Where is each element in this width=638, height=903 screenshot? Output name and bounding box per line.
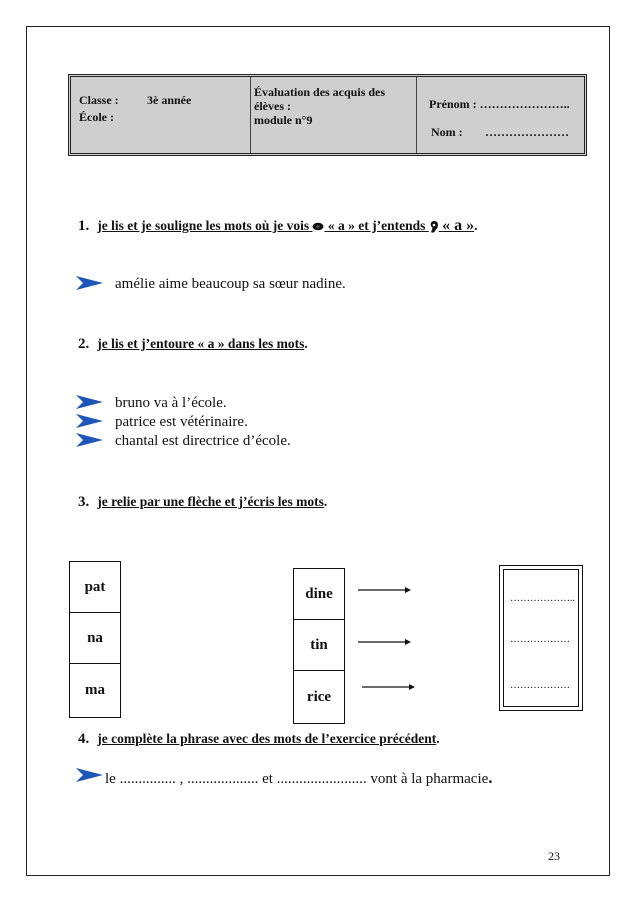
right-syllable-box [293,619,345,671]
arrow-bullet-icon [76,768,104,782]
class-cell [71,77,251,153]
title-line-3: module n°9 [254,113,313,127]
question-3-text: je relie par une flèche et j’écris les mots [97,494,324,509]
title-line-2: élèves : [254,99,291,113]
question-1-text-b: « a » et j’entends [327,218,426,233]
question-4 [78,731,440,748]
answer-dots: ……………… [510,634,570,645]
question-4-text: je complète la phrase avec des mots de l’exercice précédent [97,731,437,746]
question-2 [78,336,308,353]
title-cell [251,77,417,153]
right-syllable: dine [305,585,333,602]
nom-label: Nom : [431,125,463,139]
q2-sentence-line-2 [76,414,248,433]
question-3-end: . [323,494,328,509]
eye-icon [312,222,324,231]
arrow-bullet-icon [76,276,104,290]
right-syllable: tin [310,636,328,653]
arrow-bullet-icon [76,395,104,409]
left-syllable: ma [85,682,105,698]
q4-sentence-part-b: ................... et [187,771,273,787]
question-4-end: . [436,731,440,746]
q1-sentence: amélie aime beaucoup sa sœur nadine. [115,276,346,292]
ecole-label: École : [79,110,114,124]
question-1-text-c: « a » [442,217,475,234]
answer-dots: ……………….. [510,593,575,604]
right-syllable-box [293,670,345,724]
answer-box [499,565,583,711]
left-syllable-box [69,612,121,664]
q4-sentence-part-a: le ............... , [105,771,184,787]
right-syllable: rice [306,688,332,705]
arrow-bullet-icon [76,433,104,447]
question-number: 1. [78,218,90,234]
prenom-field: Prénom : ………………….. [429,97,570,111]
question-number: 3. [78,494,90,510]
question-2-end: . [304,336,308,351]
question-number: 2. [78,336,90,352]
left-syllable: na [87,629,103,646]
right-syllable-box [293,568,345,620]
q2-sentence-2: patrice est vétérinaire. [115,414,248,430]
right-arrow-icon [358,585,413,595]
q1-sentence-line [76,276,346,295]
q2-sentence-line-3 [76,433,291,452]
classe-value: 3è année [147,93,192,107]
left-syllable-box [69,561,121,613]
arrow-bullet-icon [76,414,104,428]
ear-icon [429,220,439,234]
nom-dots: ………………… [485,125,569,139]
q2-sentence-line-1 [76,395,227,414]
page-number: 23 [548,849,560,863]
question-1 [78,217,477,235]
name-cell [417,77,584,153]
classe-label: Classe : [79,93,119,107]
q4-sentence [105,768,493,788]
question-1-end: . [474,218,478,233]
question-3 [78,494,327,511]
question-1-text-a: je lis et je souligne les mots où je vois [97,218,310,233]
q4-sentence-line [76,768,493,787]
answer-dots: ……………… [510,680,570,691]
left-syllable: pat [84,578,106,595]
left-syllable-box [69,663,121,718]
q2-sentence-3: chantal est directrice d’école. [115,433,291,449]
question-2-text: je lis et j’entoure « a » dans les mots [97,336,305,351]
q2-sentence-1: bruno va à l’école. [115,395,227,411]
q4-sentence-part-c: ........................ vont à la pharmacie [276,771,489,787]
right-arrow-icon [358,637,413,647]
question-number: 4. [78,731,90,747]
q4-sentence-end: . [488,768,493,787]
header-table [68,74,587,156]
title-line-1: Évaluation des acquis des [254,85,386,99]
right-arrow-icon [362,682,417,692]
